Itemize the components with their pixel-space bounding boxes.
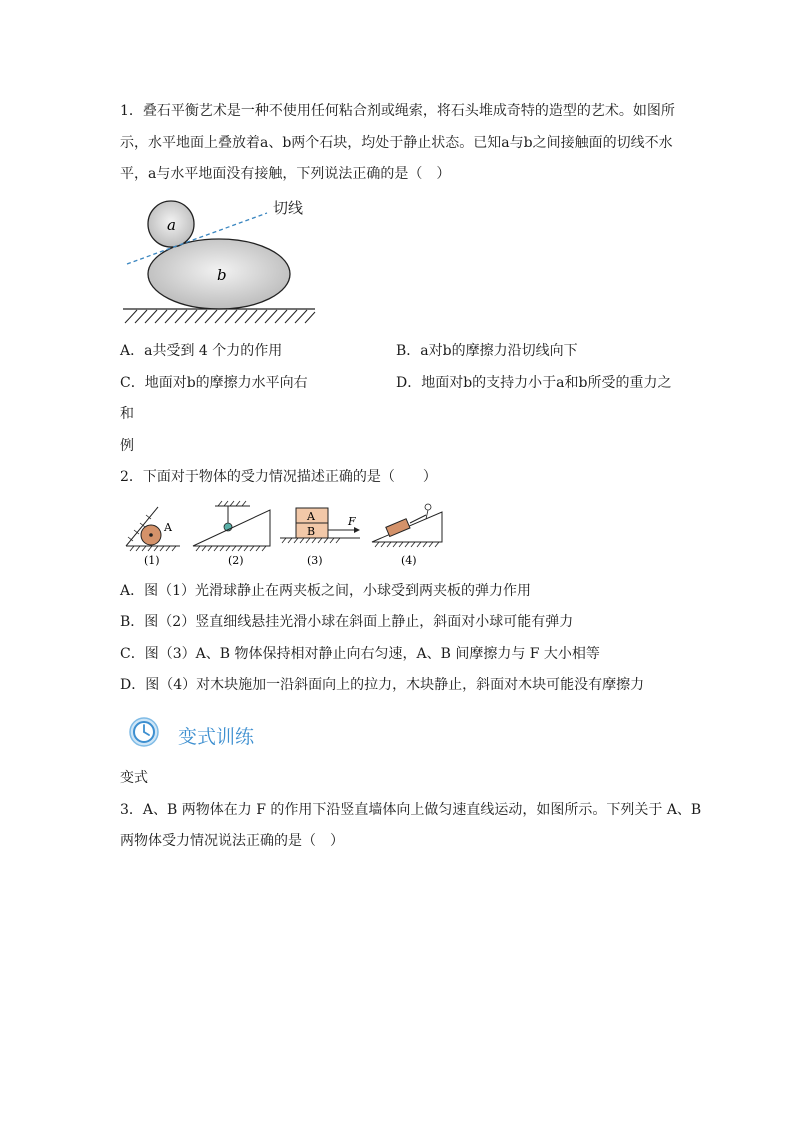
q1-stem-line-1: 1．叠石平衡艺术是一种不使用任何粘合剂或绳索，将石头堆成奇特的造型的艺术。如图所: [120, 103, 675, 119]
q2-fig-2: [193, 501, 270, 567]
ground-hatch: [125, 310, 315, 323]
clock-icon: [128, 716, 160, 748]
q1-option-d: D．地面对b的支持力小于a和b所受的重力之: [396, 375, 672, 391]
q1-option-b: B．a对b的摩擦力沿切线向下: [396, 343, 578, 359]
q3-stem-line-1: 3．A、B 两物体在力 F 的作用下沿竖直墙体向上做匀速直线运动，如图所示。下列关于 A、B: [120, 802, 702, 818]
q1-option-c: C．地面对b的摩擦力水平向右: [120, 375, 308, 391]
q2-fig3-force: F: [348, 515, 356, 528]
q2-option-d: D．图（4）对木块施加一沿斜面向上的拉力，木块静止，斜面对木块可能没有摩擦力: [120, 677, 645, 693]
q2-option-c: C．图（3）A、B 物体保持相对静止向右匀速，A、B 间摩擦力与 F 大小相等: [120, 646, 600, 662]
section-title: 变式训练: [178, 726, 255, 748]
q1-figure: [115, 192, 325, 332]
q2-caption-1: (1): [144, 554, 160, 567]
q2-fig3-block-a: A: [307, 510, 315, 523]
q2-caption-2: (2): [228, 554, 244, 567]
q2-caption-4: (4): [401, 554, 417, 567]
q2-caption-3: (3): [307, 554, 323, 567]
q2-fig-3: [280, 508, 360, 567]
variant-label: 变式: [120, 770, 148, 786]
q2-fig-1: [126, 507, 180, 567]
q1-stem-line-3: 平，a与水平地面没有接触，下列说法正确的是（ ）: [120, 166, 451, 182]
stone-a-label: a: [167, 216, 176, 234]
q2-option-a: A．图（1）光滑球静止在两夹板之间，小球受到两夹板的弹力作用: [120, 583, 532, 599]
q2-fig-4: [372, 504, 442, 567]
q1-option-a: A．a共受到 4 个力的作用: [120, 343, 283, 359]
q2-fig1-label: A: [164, 521, 172, 534]
q1-continuation-2: 例: [120, 438, 134, 454]
q2-fig3-block-b: B: [307, 525, 316, 538]
q2-option-b: B．图（2）竖直细线悬挂光滑小球在斜面上静止，斜面对小球可能有弹力: [120, 614, 574, 630]
q3-stem-line-2: 两物体受力情况说法正确的是（ ）: [120, 833, 344, 849]
q1-continuation-1: 和: [120, 406, 134, 422]
tangent-label: 切线: [273, 199, 304, 217]
q1-stem-line-2: 示，水平地面上叠放着a、b两个石块，均处于静止状态。已知a与b之间接触面的切线不水: [120, 135, 673, 151]
q2-stem: 2．下面对于物体的受力情况描述正确的是（ ）: [120, 469, 437, 485]
stone-b-label: b: [217, 266, 227, 284]
q2-figure: [120, 497, 450, 567]
